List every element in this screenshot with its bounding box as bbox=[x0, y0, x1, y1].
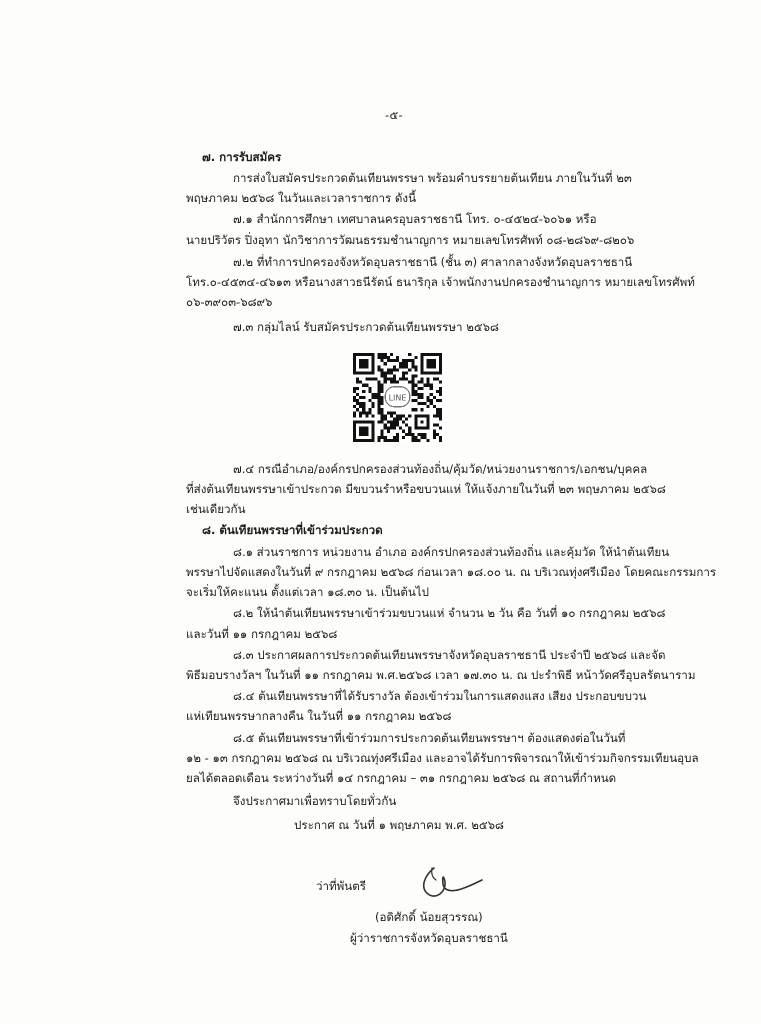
closing-announcement: จึงประกาศมาเพื่อทราบโดยทั่วกัน bbox=[233, 794, 397, 808]
item-8-5-line-1: ๘.๕ ต้นเทียนพรรษาที่เข้าร่วมการประกวดต้นเทียนพรรษาฯ ต้องแสดงต่อในวันที่ bbox=[233, 731, 626, 745]
signatory-name: (อดิศักดิ์ น้อยสุวรรณ) bbox=[375, 910, 483, 924]
item-8-2-line-2: และวันที่ ๑๑ กรกฎาคม ๒๕๖๘ bbox=[186, 627, 338, 641]
section-7-intro-line-1: การส่งใบสมัครประกวดต้นเทียนพรรษา พร้อมคำบรรยายต้นเทียน ภายในวันที่ ๒๓ bbox=[233, 171, 632, 185]
item-7-1-line-1: ๗.๑ สำนักการศึกษา เทศบาลนครอุบลราชธานี โทร. ๐-๔๕๒๔-๖๐๖๑ หรือ bbox=[233, 212, 597, 226]
item-8-4-line-1: ๘.๔ ต้นเทียนพรรษาที่ได้รับรางวัล ต้องเข้าร่วมในการแสดงแสง เสียง ประกอบขบวน bbox=[233, 689, 647, 703]
item-7-4-line-3: เช่นเดียวกัน bbox=[186, 502, 246, 516]
item-7-1-line-2: นายปริวัตร ปิ่งอุทา นักวิชาการวัฒนธรรมชำนาญการ หมายเลขโทรศัพท์ ๐๘-๒๘๖๙-๘๒๐๖ bbox=[186, 233, 635, 247]
line-group-qr-code[interactable] bbox=[353, 353, 442, 442]
item-8-1-line-2: พรรษาไปจัดแสดงในวันที่ ๙ กรกฎาคม ๒๕๖๘ ก่อนเวลา ๑๘.๐๐ น. ณ บริเวณทุ่งศรีเมือง โดยคณะกรรมการ bbox=[186, 565, 717, 579]
qr-line-logo-label: LINE bbox=[388, 393, 407, 403]
item-8-3-line-2: พิธีมอบรางวัลฯ ในวันที่ ๑๑ กรกฎาคม พ.ศ.๒๕๖๘ เวลา ๑๗.๓๐ น. ณ ปะรำพิธี หน้าวัดศรีอุบลรัตนาราม bbox=[186, 668, 696, 682]
signatory-title: ผู้ว่าราชการจังหวัดอุบลราชธานี bbox=[350, 931, 508, 945]
announcement-date: ประกาศ ณ วันที่ ๑ พฤษภาคม พ.ศ. ๒๕๖๘ bbox=[294, 818, 504, 832]
item-8-2-line-1: ๘.๒ ให้นำต้นเทียนพรรษาเข้าร่วมขบวนแห่ จำนวน ๒ วัน คือ วันที่ ๑๐ กรกฎาคม ๒๕๖๘ bbox=[233, 606, 666, 620]
item-7-2-line-1: ๗.๒ ที่ทำการปกครองจังหวัดอุบลราชธานี (ชั้น ๓) ศาลากลางจังหวัดอุบลราชธานี bbox=[233, 255, 633, 269]
section-7-intro-line-2: พฤษภาคม ๒๕๖๘ ในวันและเวลาราชการ ดังนี้ bbox=[186, 191, 417, 205]
section-8-heading: ๘. ต้นเทียนพรรษาที่เข้าร่วมประกวด bbox=[202, 523, 383, 537]
signatory-rank: ว่าที่พันตรี bbox=[316, 879, 366, 893]
item-8-1-line-1: ๘.๑ ส่วนราชการ หน่วยงาน อำเภอ องค์กรปกครองส่วนท้องถิ่น และคุ้มวัด ให้นำต้นเทียน bbox=[233, 545, 670, 559]
item-7-2-line-3: ๐๖-๓๙๐๓-๖๘๙๖ bbox=[186, 295, 273, 309]
item-8-5-line-2: ๑๒ - ๑๓ กรกฎาคม ๒๕๖๘ ณ บริเวณทุ่งศรีเมือง และอาจได้รับการพิจารณาให้เข้าร่วมกิจกรรมเทียนอุบล bbox=[186, 751, 699, 765]
item-8-5-line-3: ยลได้ตลอดเดือน ระหว่างวันที่ ๑๔ กรกฎาคม – ๓๑ กรกฎาคม ๒๕๖๘ ณ สถานที่กำหนด bbox=[186, 771, 617, 785]
item-7-4-line-2: ที่ส่งต้นเทียนพรรษาเข้าประกวด มีขบวนรำหรือขบวนแห่ ให้แจ้งภายในวันที่ ๒๓ พฤษภาคม ๒๕๖๘ bbox=[186, 482, 666, 496]
item-7-2-line-2: โทร.๐-๔๕๓๔-๔๖๑๓ หรือนางสาวธนีรัตน์ ธนาริกุล เจ้าพนักงานปกครองชำนาญการ หมายเลขโทรศัพท์ bbox=[186, 275, 695, 289]
section-7-heading: ๗. การรับสมัคร bbox=[202, 150, 282, 164]
item-8-4-line-2: แห่เทียนพรรษากลางคืน ในวันที่ ๑๑ กรกฎาคม ๒๕๖๘ bbox=[186, 709, 452, 723]
item-8-1-line-3: จะเริ่มให้คะแนน ตั้งแต่เวลา ๑๘.๓๐ น. เป็นต้นไป bbox=[186, 585, 429, 599]
item-7-4-line-1: ๗.๔ กรณีอำเภอ/องค์กรปกครองส่วนท้องถิ่น/คุ้มวัด/หน่วยงานราชการ/เอกชน/บุคคล bbox=[233, 462, 648, 476]
item-7-3: ๗.๓ กลุ่มไลน์ รับสมัครประกวดต้นเทียนพรรษา ๒๕๖๘ bbox=[233, 320, 499, 334]
handwritten-signature bbox=[412, 862, 484, 902]
item-8-3-line-1: ๘.๓ ประกาศผลการประกวดต้นเทียนพรรษาจังหวัดอุบลราชธานี ประจำปี ๒๕๖๘ และจัด bbox=[233, 648, 666, 662]
page-number: -๕- bbox=[385, 108, 404, 122]
